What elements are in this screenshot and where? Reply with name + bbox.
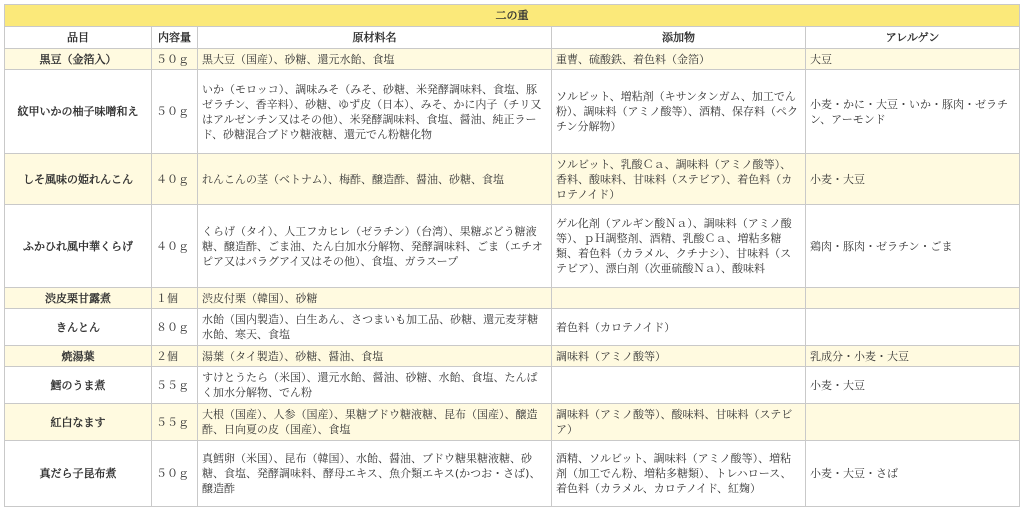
item-allergens: 小麦・大豆: [806, 367, 1020, 404]
item-ingredients: 渋皮付栗（韓国）、砂糖: [198, 288, 552, 309]
item-allergens: [806, 309, 1020, 346]
table-row: [5, 205, 1020, 288]
item-ingredients: 真鱈卵（米国）、昆布（韓国）、水飴、醤油、ブドウ糖果糖液糖、砂糖、食塩、発酵調味料、酵母エキス、魚介類エキス(かつお・さば)、醸造酢: [198, 441, 552, 507]
item-name: 鱈のうま煮: [5, 367, 152, 404]
allergen-table-container: [4, 4, 1019, 507]
item-name: 紅白なます: [5, 404, 152, 441]
table-row: [5, 441, 1020, 507]
item-name: ふかひれ風中華くらげ: [5, 205, 152, 288]
item-quantity: ４０ｇ: [152, 205, 198, 288]
table-title: 二の重: [5, 5, 1020, 27]
item-allergens: [806, 288, 1020, 309]
table-row: [5, 70, 1020, 154]
item-allergens: 小麦・かに・大豆・いか・豚肉・ゼラチン、アーモンド: [806, 70, 1020, 154]
item-ingredients: 湯葉（タイ製造）、砂糖、醤油、食塩: [198, 346, 552, 367]
item-quantity: ４０ｇ: [152, 154, 198, 205]
item-ingredients: すけとうたら（米国）、還元水飴、醤油、砂糖、水飴、食塩、たんぱく加水分解物、でん粉: [198, 367, 552, 404]
item-allergens: 乳成分・小麦・大豆: [806, 346, 1020, 367]
table-row: [5, 346, 1020, 367]
item-additives: 着色料（カロテノイド）: [552, 309, 806, 346]
table-row: [5, 288, 1020, 309]
item-allergens: 小麦・大豆・さば: [806, 441, 1020, 507]
item-name: きんとん: [5, 309, 152, 346]
item-quantity: ２個: [152, 346, 198, 367]
item-ingredients: れんこんの茎（ベトナム）、梅酢、醸造酢、醤油、砂糖、食塩: [198, 154, 552, 205]
table-row: [5, 309, 1020, 346]
table-row: [5, 49, 1020, 70]
item-allergens: 小麦・大豆: [806, 154, 1020, 205]
item-allergens: 鶏肉・豚肉・ゼラチン・ごま: [806, 205, 1020, 288]
table-row: [5, 154, 1020, 205]
item-quantity: １個: [152, 288, 198, 309]
item-quantity: ５０ｇ: [152, 441, 198, 507]
item-allergens: [806, 404, 1020, 441]
item-allergens: 大豆: [806, 49, 1020, 70]
item-additives: 酒精、ソルビット、調味料（アミノ酸等）、増粘剤（加工でん粉、増粘多糖類）、トレハロース、着色料（カラメル、カロテノイド、紅麹）: [552, 441, 806, 507]
item-additives: 重曹、硫酸鉄、着色料（金箔）: [552, 49, 806, 70]
table-row: [5, 367, 1020, 404]
item-additives: ゲル化剤（アルギン酸Ｎａ）、調味料（アミノ酸等）、ｐＨ調整剤、酒精、乳酸Ｃａ、増粘多糖類、着色料（カラメル、クチナシ）、甘味料（ステビア）、漂白剤（次亜硫酸Ｎａ）、酸味料: [552, 205, 806, 288]
ingredients-table: [4, 4, 1020, 507]
item-additives: 調味料（アミノ酸等）: [552, 346, 806, 367]
item-ingredients: いか（モロッコ）、調味みそ（みそ、砂糖、米発酵調味料、食塩、豚ゼラチン、香辛料）、砂糖、ゆず皮（日本）、みそ、かに内子（チリ又はアルゼンチン又はその他）、米発酵調味料、食塩、醤油、純正ラード、砂糖混合ブドウ糖液糖、還元でん粉糖化物: [198, 70, 552, 154]
item-quantity: ５５ｇ: [152, 404, 198, 441]
table-title-row: [5, 5, 1020, 27]
item-quantity: ５５ｇ: [152, 367, 198, 404]
item-additives: ソルビット、増粘剤（キサンタンガム、加工でん粉）、調味料（アミノ酸等）、酒精、保存料（ペクチン分解物）: [552, 70, 806, 154]
header-item: 品目: [5, 27, 152, 49]
table-row: [5, 404, 1020, 441]
item-quantity: ８０ｇ: [152, 309, 198, 346]
item-ingredients: 大根（国産）、人参（国産）、果糖ブドウ糖液糖、昆布（国産）、醸造酢、日向夏の皮（国産）、食塩: [198, 404, 552, 441]
item-additives: 調味料（アミノ酸等）、酸味料、甘味料（ステビア）: [552, 404, 806, 441]
table-header-row: [5, 27, 1020, 49]
item-name: 渋皮栗甘露煮: [5, 288, 152, 309]
header-quantity: 内容量: [152, 27, 198, 49]
item-name: しそ風味の姫れんこん: [5, 154, 152, 205]
item-additives: [552, 367, 806, 404]
header-allergens: アレルゲン: [806, 27, 1020, 49]
item-ingredients: 水飴（国内製造）、白生あん、さつまいも加工品、砂糖、還元麦芽糖水飴、寒天、食塩: [198, 309, 552, 346]
item-quantity: ５０ｇ: [152, 70, 198, 154]
item-additives: [552, 288, 806, 309]
item-ingredients: 黒大豆（国産）、砂糖、還元水飴、食塩: [198, 49, 552, 70]
item-ingredients: くらげ（タイ）、人工フカヒレ（ゼラチン）（台湾）、果糖ぶどう糖液糖、醸造酢、ごま油、たん白加水分解物、発酵調味料、ごま（エチオピア又はパラグアイ又はその他）、食塩、ガラスープ: [198, 205, 552, 288]
item-name: 真だら子昆布煮: [5, 441, 152, 507]
header-ingredients: 原材料名: [198, 27, 552, 49]
item-name: 焼湯葉: [5, 346, 152, 367]
header-additives: 添加物: [552, 27, 806, 49]
item-quantity: ５０ｇ: [152, 49, 198, 70]
item-name: 紋甲いかの柚子味噌和え: [5, 70, 152, 154]
item-name: 黒豆（金箔入）: [5, 49, 152, 70]
item-additives: ソルビット、乳酸Ｃａ、調味料（アミノ酸等）、香料、酸味料、甘味料（ステビア）、着色料（カロテノイド）: [552, 154, 806, 205]
